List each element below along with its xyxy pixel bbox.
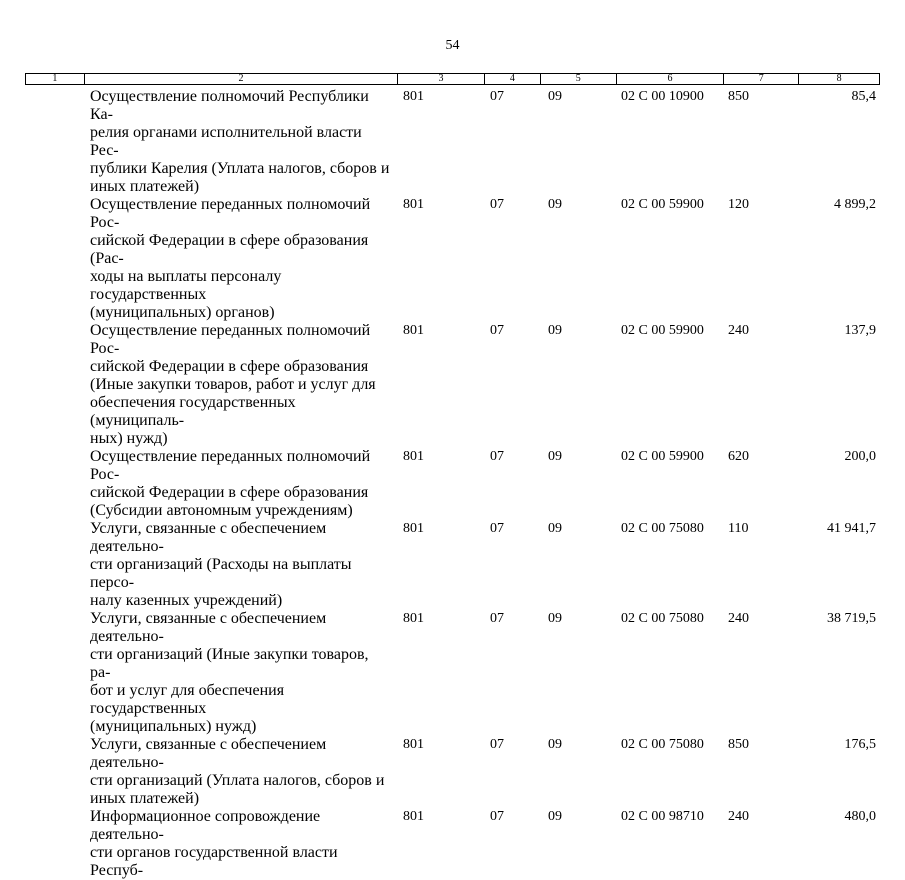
header-col-2: 2: [85, 74, 398, 84]
table-row: [0, 610, 905, 736]
row-description: [90, 88, 390, 196]
description-line: Осуществление переданных полномочий Рос-: [90, 322, 371, 357]
row-description: [90, 610, 390, 736]
cell-col-5: 09: [548, 521, 562, 536]
row-description: [90, 520, 390, 610]
description-line: (Иные закупки товаров, работ и услуг для: [90, 376, 376, 393]
row-description: [90, 322, 390, 448]
cell-col-3: 801: [403, 449, 424, 464]
cell-col-4: 07: [490, 809, 504, 824]
description-line: ных) нужд): [90, 430, 168, 447]
cell-col-5: 09: [548, 809, 562, 824]
cell-col-8: 200,0: [844, 449, 876, 464]
cell-col-7: 240: [728, 323, 749, 338]
cell-col-3: 801: [403, 737, 424, 752]
description-line: иных платежей): [90, 790, 200, 807]
cell-col-3: 801: [403, 809, 424, 824]
cell-col-7: 850: [728, 737, 749, 752]
cell-col-6: 02 С 00 59900: [621, 197, 704, 212]
description-line: Услуги, связанные с обеспечением деятельно-: [90, 610, 327, 645]
table-row: [0, 448, 905, 520]
cell-col-8: 480,0: [844, 809, 876, 824]
description-line: Осуществление полномочий Республики Ка-: [90, 88, 369, 123]
description-line: обеспечения государственных (муниципаль-: [90, 394, 296, 429]
header-col-3: 3: [398, 74, 485, 84]
description-line: ходы на выплаты персоналу государственных: [90, 268, 282, 303]
cell-col-8: 4 899,2: [834, 197, 876, 212]
table-row: [0, 520, 905, 610]
cell-col-3: 801: [403, 197, 424, 212]
cell-col-8: 38 719,5: [827, 611, 876, 626]
table-row: [0, 196, 905, 322]
cell-col-4: 07: [490, 89, 504, 104]
cell-col-3: 801: [403, 521, 424, 536]
description-line: Услуги, связанные с обеспечением деятельно-: [90, 736, 327, 771]
table-row: [0, 88, 905, 196]
header-col-5: 5: [541, 74, 617, 84]
cell-col-8: 137,9: [844, 323, 876, 338]
description-line: (муниципальных) нужд): [90, 718, 257, 735]
cell-col-3: 801: [403, 611, 424, 626]
page-number: 54: [445, 38, 460, 53]
cell-col-7: 850: [728, 89, 749, 104]
cell-col-4: 07: [490, 449, 504, 464]
cell-col-8: 41 941,7: [827, 521, 876, 536]
description-line: Услуги, связанные с обеспечением деятельно-: [90, 520, 327, 555]
header-col-7: 7: [724, 74, 799, 84]
cell-col-3: 801: [403, 89, 424, 104]
row-description: [90, 448, 390, 520]
cell-col-4: 07: [490, 197, 504, 212]
row-description: [90, 736, 390, 808]
description-line: бот и услуг для обеспечения государственных: [90, 682, 285, 717]
header-col-1: 1: [26, 74, 85, 84]
description-line: (муниципальных) органов): [90, 304, 275, 321]
row-description: [90, 196, 390, 322]
description-line: сти органов государственной власти Респуб-: [90, 844, 338, 879]
table-body: [0, 88, 905, 880]
cell-col-6: 02 С 00 10900: [621, 89, 704, 104]
cell-col-5: 09: [548, 449, 562, 464]
description-line: (Субсидии автономным учреждениям): [90, 502, 353, 519]
cell-col-7: 240: [728, 809, 749, 824]
cell-col-6: 02 С 00 59900: [621, 323, 704, 338]
description-line: Информационное сопровождение деятельно-: [90, 808, 321, 843]
cell-col-7: 120: [728, 197, 749, 212]
cell-col-6: 02 С 00 75080: [621, 737, 704, 752]
cell-col-5: 09: [548, 737, 562, 752]
description-line: сти организаций (Иные закупки товаров, ра-: [90, 646, 369, 681]
description-line: сти организаций (Уплата налогов, сборов и: [90, 772, 385, 789]
table-row: [0, 808, 905, 880]
description-line: Осуществление переданных полномочий Рос-: [90, 448, 371, 483]
cell-col-5: 09: [548, 611, 562, 626]
description-line: иных платежей): [90, 178, 200, 195]
cell-col-6: 02 С 00 75080: [621, 611, 704, 626]
cell-col-8: 176,5: [844, 737, 876, 752]
cell-col-8: 85,4: [851, 89, 876, 104]
header-col-8: 8: [836, 73, 842, 84]
cell-col-6: 02 С 00 59900: [621, 449, 704, 464]
cell-col-5: 09: [548, 323, 562, 338]
cell-col-7: 110: [728, 521, 749, 536]
cell-col-6: 02 С 00 75080: [621, 521, 704, 536]
cell-col-6: 02 С 00 98710: [621, 809, 704, 824]
description-line: сийской Федерации в сфере образования: [90, 484, 369, 501]
description-line: сийской Федерации в сфере образования: [90, 358, 369, 375]
description-line: Осуществление переданных полномочий Рос-: [90, 196, 371, 231]
header-col-6: 6: [617, 74, 725, 84]
table-row: [0, 736, 905, 808]
cell-col-4: 07: [490, 323, 504, 338]
header-col-4: 4: [485, 74, 541, 84]
description-line: публики Карелия (Уплата налогов, сборов и: [90, 160, 390, 177]
cell-col-5: 09: [548, 89, 562, 104]
table-header-row: [25, 73, 880, 85]
row-description: [90, 808, 390, 880]
cell-col-7: 240: [728, 611, 749, 626]
cell-col-4: 07: [490, 737, 504, 752]
description-line: сти организаций (Расходы на выплаты персо-: [90, 556, 352, 591]
cell-col-4: 07: [490, 611, 504, 626]
table-row: [0, 322, 905, 448]
cell-col-7: 620: [728, 449, 749, 464]
description-line: сийской Федерации в сфере образования (Рас-: [90, 232, 369, 267]
description-line: релия органами исполнительной власти Рес-: [90, 124, 362, 159]
cell-col-5: 09: [548, 197, 562, 212]
description-line: налу казенных учреждений): [90, 592, 283, 609]
cell-col-3: 801: [403, 323, 424, 338]
cell-col-4: 07: [490, 521, 504, 536]
